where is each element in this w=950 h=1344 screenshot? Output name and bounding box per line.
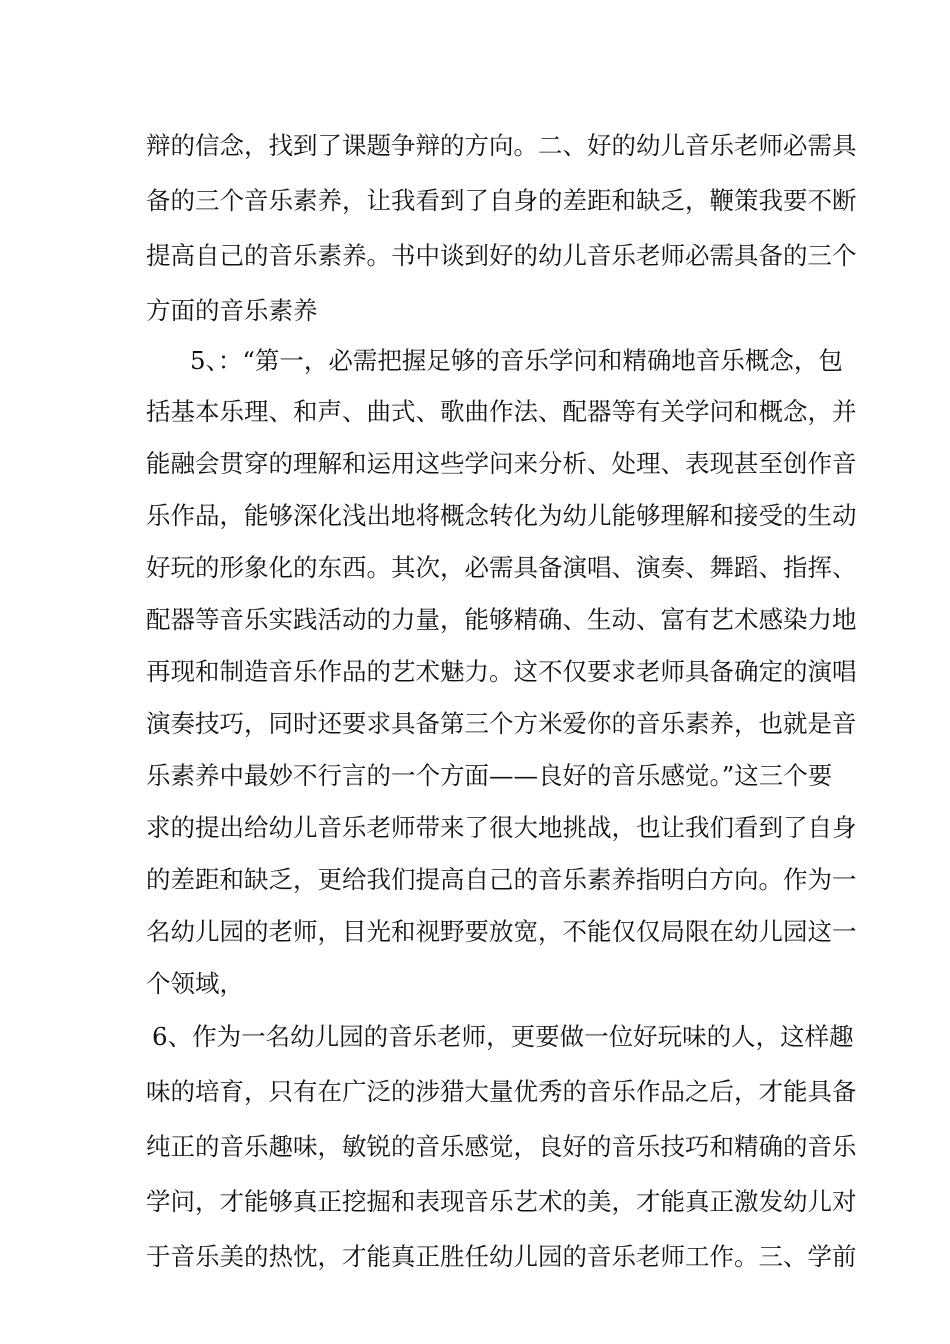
text-line: 个领域， [146,969,244,998]
text-line: 乐素养中最妙不行言的一个方面——良好的音乐感觉。”这三个要 [146,761,833,790]
text-line: 括基本乐理、和声、曲式、歌曲作法、配器等有关学问和概念，并 [146,397,857,426]
text-line: 再现和制造音乐作品的艺术魅力。这不仅要求老师具备确定的演唱 [146,657,857,686]
text-line: 好玩的形象化的东西。其次，必需具备演唱、演奏、舞蹈、指挥、 [146,553,857,582]
text-line: 学问，才能够真正挖掘和表现音乐艺术的美，才能真正激发幼儿对 [146,1187,857,1216]
text-line: 纯正的音乐趣味，敏锐的音乐感觉，良好的音乐技巧和精确的音乐 [146,1132,857,1161]
text-line: 演奏技巧，同时还要求具备第三个方米爱你的音乐素养，也就是音 [146,709,857,738]
text-line: 备的三个音乐素养，让我看到了自身的差距和缺乏，鞭策我要不断 [146,186,857,215]
text-line: 能融会贯穿的理解和运用这些学问来分析、处理、表现甚至创作音 [146,449,857,478]
text-line: 于音乐美的热忱，才能真正胜任幼儿园的音乐老师工作。三、学前 [146,1242,857,1271]
text-line: 的差距和缺乏，更给我们提高自己的音乐素养指明白方向。作为一 [146,865,857,894]
paragraph-6-first-line: 6、作为一名幼儿园的音乐老师，更要做一位好玩味的人，这样趣 [152,1022,854,1051]
text-line: 乐作品，能够深化浅出地将概念转化为幼儿能够理解和接受的生动 [146,501,857,530]
text-line: 味的培育，只有在广泛的涉猎大量优秀的音乐作品之后，才能具备 [146,1077,857,1106]
text-line: 名幼儿园的老师，目光和视野要放宽，不能仅仅局限在幼儿园这一 [146,917,857,946]
text-line: 求的提出给幼儿音乐老师带来了很大地挑战，也让我们看到了自身 [146,813,857,842]
text-line: 配器等音乐实践活动的力量，能够精确、生动、富有艺术感染力地 [146,605,857,634]
paragraph-5-first-line: 5、：“第一，必需把握足够的音乐学问和精确地音乐概念，包 [190,346,843,375]
text-line: 辩的信念，找到了课题争辩的方向。二、好的幼儿音乐老师必需具 [146,131,857,160]
text-line: 提高自己的音乐素养。书中谈到好的幼儿音乐老师必需具备的三个 [146,241,857,270]
text-line: 方面的音乐素养 [146,296,318,325]
